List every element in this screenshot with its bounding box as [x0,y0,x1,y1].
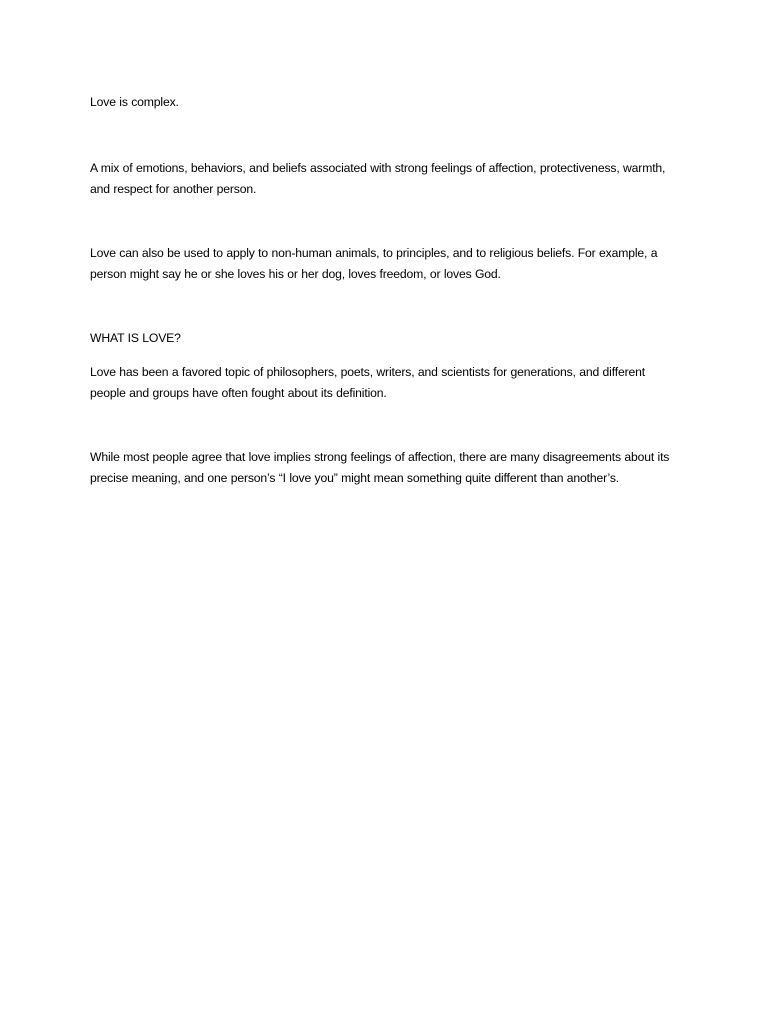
intro-sentence: Love is complex. [90,95,179,109]
disagreement-paragraph: While most people agree that love implies strong feelings of affection, there are many disagreements about its precise meaning, and one person’s “I love you” might mean something quite different than another’s. [90,450,670,485]
history-paragraph: Love has been a favored topic of philosophers, poets, writers, and scientists for generations, and different people and groups have often fought about its definition. [90,365,645,400]
usage-paragraph: Love can also be used to apply to non-human animals, to principles, and to religious beliefs. For example, a person might say he or she loves his or her dog, loves freedom, or loves God. [90,246,658,281]
section-heading: WHAT IS LOVE? [90,331,181,345]
definition-paragraph: A mix of emotions, behaviors, and beliefs associated with strong feelings of affection, protectiveness, warmth, and respect for another person. [90,161,666,196]
